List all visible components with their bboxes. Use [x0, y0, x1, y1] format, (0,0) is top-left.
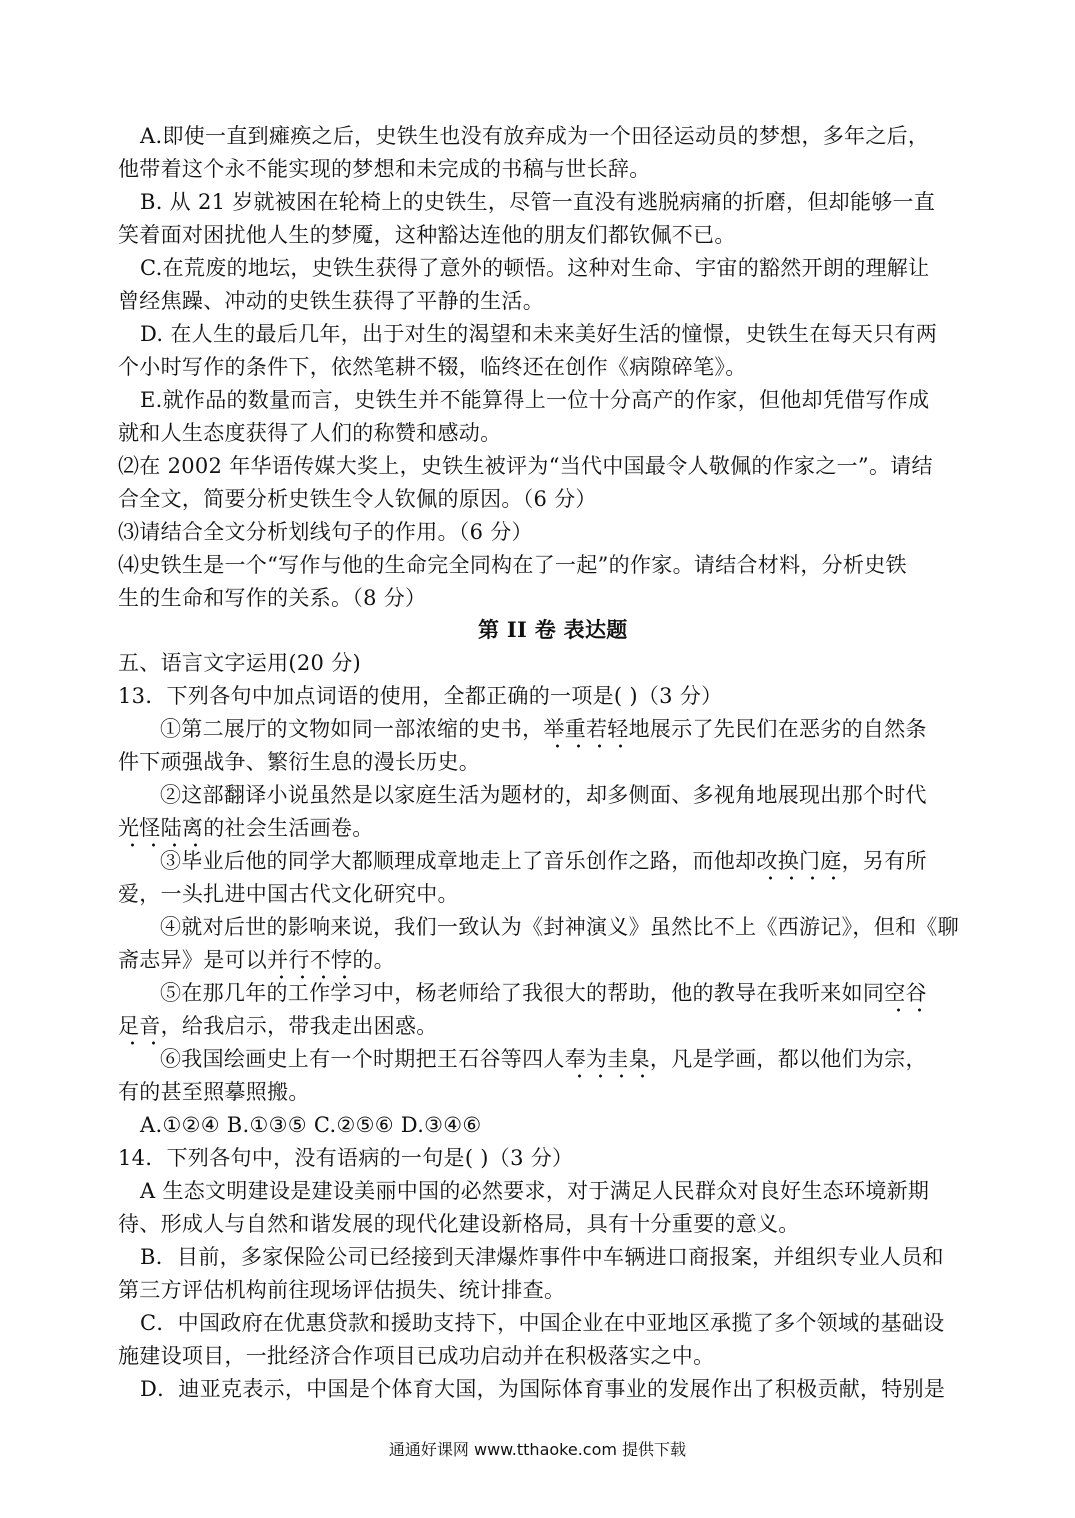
q13-item-6-line-1: ⑥我国绘画史上有一个时期把王石谷等四人奉为圭臬，凡是学画，都以他们为宗，	[160, 1047, 927, 1071]
q13-item-2-line-2: 光怪陆离的社会生活画卷。	[118, 816, 374, 840]
q13-item-5-line-1: ⑤在那几年的工作学习中，杨老师给了我很大的帮助，他的教导在我听来如同空谷	[160, 981, 927, 1005]
q13-options: A.①②④ B.①③⑤ C.②⑤⑥ D.③④⑥	[140, 1113, 482, 1137]
q14-option-c-line-1: C．中国政府在优惠贷款和援助支持下，中国企业在中亚地区承揽了多个领域的基础设	[140, 1311, 945, 1335]
dotted-phrase: 光怪陆离	[118, 816, 204, 840]
dotted-phrase: 奉为圭臬	[564, 1047, 650, 1071]
question-2-line-2: 合全文，简要分析史铁生令人钦佩的原因。（6 分）	[118, 487, 597, 511]
option-b-line-2: 笑着面对困扰他人生的梦魇，这种豁达连他的朋友们都钦佩不已。	[118, 223, 736, 247]
question-3-line: ⑶请结合全文分析划线句子的作用。（6 分）	[118, 520, 533, 544]
option-c-line-2: 曾经焦躁、冲动的史铁生获得了平静的生活。	[118, 289, 544, 313]
question-13-stem: 13．下列各句中加点词语的使用，全都正确的一项是( )（3 分）	[118, 684, 723, 708]
q13-item-6-line-2: 有的甚至照摹照搬。	[118, 1080, 310, 1104]
option-e-line-2: 就和人生态度获得了人们的称赞和感动。	[118, 421, 502, 445]
q13-item-2-line-1: ②这部翻译小说虽然是以家庭生活为题材的，却多侧面、多视角地展现出那个时代	[160, 783, 927, 807]
q14-option-c-line-2: 施建设项目，一批经济合作项目已成功启动并在积极落实之中。	[118, 1344, 715, 1368]
q14-option-d-line-1: D．迪亚克表示，中国是个体育大国，为国际体育事业的发展作出了积极贡献，特别是	[140, 1377, 946, 1401]
part-five-title: 五、语言文字运用(20 分)	[118, 651, 361, 675]
q13-item-1-line-1: ①第二展厅的文物如同一部浓缩的史书，举重若轻地展示了先民们在恶劣的自然条	[160, 717, 927, 741]
option-b-line-1: B. 从 21 岁就被困在轮椅上的史铁生，尽管一直没有逃脱病痛的折磨，但却能够一直	[140, 190, 936, 214]
q14-option-a-line-1: A 生态文明建设是建设美丽中国的必然要求，对于满足人民群众对良好生态环境新期	[140, 1179, 930, 1203]
dotted-phrase: 举重若轻	[543, 717, 629, 741]
dotted-phrase: 并行不悖	[267, 948, 353, 972]
section-heading: 第 II 卷 表达题	[478, 617, 628, 642]
dotted-phrase: 足音	[118, 1014, 161, 1038]
option-a-line-1: A.即使一直到瘫痪之后，史铁生也没有放弃成为一个田径运动员的梦想，多年之后，	[140, 124, 930, 148]
q14-option-b-line-2: 第三方评估机构前往现场评估损失、统计排查。	[118, 1278, 566, 1302]
q13-item-4-line-1: ④就对后世的影响来说，我们一致认为《封神演义》虽然比不上《西游记》，但和《聊	[160, 915, 959, 939]
option-a-line-2: 他带着这个永不能实现的梦想和未完成的书稿与世长辞。	[118, 157, 651, 181]
q13-item-4-line-2: 斋志异》是可以并行不悖的。	[118, 948, 395, 972]
question-2-line-1: ⑵在 2002 年华语传媒大奖上，史铁生被评为“当代中国最令人敬佩的作家之一”。请结	[118, 454, 933, 478]
page-footer: 通通好课网 www.tthaoke.com 提供下载	[388, 1440, 687, 1459]
question-14-stem: 14．下列各句中，没有语病的一句是( )（3 分）	[118, 1146, 574, 1170]
option-c-line-1: C.在荒废的地坛，史铁生获得了意外的顿悟。这种对生命、宇宙的豁然开朗的理解让	[140, 256, 930, 280]
question-4-line-2: 生的生命和写作的关系。（8 分）	[118, 586, 427, 610]
dotted-phrase: 改换门庭	[756, 849, 842, 873]
option-e-line-1: E.就作品的数量而言，史铁生并不能算得上一位十分高产的作家，但他却凭借写作成	[140, 388, 930, 412]
q13-item-3-line-2: 爱，一头扎进中国古代文化研究中。	[118, 882, 459, 906]
question-4-line-1: ⑷史铁生是一个“写作与他的生命完全同构在了一起”的作家。请结合材料，分析史铁	[118, 553, 907, 577]
q14-option-a-line-2: 待、形成人与自然和谐发展的现代化建设新格局，具有十分重要的意义。	[118, 1212, 800, 1236]
option-d-line-2: 个小时写作的条件下，依然笔耕不辍，临终还在创作《病隙碎笔》。	[118, 355, 747, 379]
q13-item-1-line-2: 件下顽强战争、繁衍生息的漫长历史。	[118, 750, 481, 774]
dotted-phrase: 空谷	[884, 981, 927, 1005]
q13-item-5-line-2: 足音，给我启示，带我走出困惑。	[118, 1014, 438, 1038]
q14-option-b-line-1: B．目前，多家保险公司已经接到天津爆炸事件中车辆进口商报案，并组织专业人员和	[140, 1245, 944, 1269]
q13-item-3-line-1: ③毕业后他的同学大都顺理成章地走上了音乐创作之路，而他却改换门庭，另有所	[160, 849, 927, 873]
option-d-line-1: D. 在人生的最后几年，出于对生的渴望和未来美好生活的憧憬，史铁生在每天只有两	[140, 322, 938, 346]
